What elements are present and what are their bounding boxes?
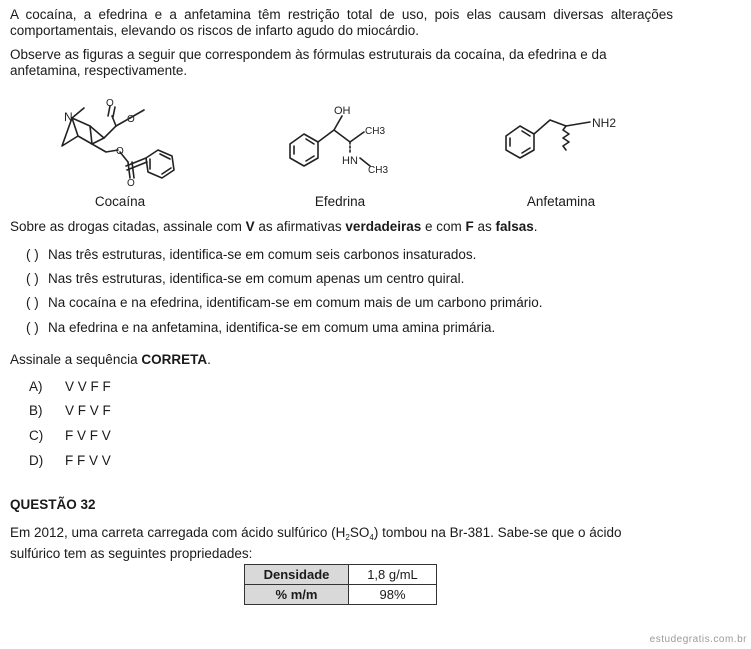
property-value: 98%: [349, 585, 437, 605]
cocaine-structure: [50, 96, 190, 188]
statement-item: ( ) Na efedrina e na anfetamina, identifica-se em comum uma amina primária.: [26, 320, 496, 335]
figures-intro-paragraph: Observe as figuras a seguir que correspondem às fórmulas estruturais da cocaína, da efedrina e da anfetamina, respectivamente.: [10, 47, 607, 78]
answer-blank[interactable]: ( ): [26, 247, 39, 262]
statement-item: ( ) Na cocaína e na efedrina, identificam-se em comum mais de um carbono primário.: [26, 295, 543, 310]
table-row: [245, 565, 437, 585]
ephedrine-structure: [284, 96, 404, 188]
ephedrine-atom-ch3-top: CH3: [365, 126, 386, 137]
cocaine-atom-o-benzoate: O: [116, 146, 124, 157]
statement-item: ( ) Nas três estruturas, identifica-se em comum apenas um centro quiral.: [26, 271, 465, 286]
cocaine-atom-o-carbonyl-2: O: [127, 178, 135, 188]
table-row: [245, 585, 437, 605]
question-32-title: QUESTÃO 32: [10, 497, 96, 512]
properties-table: [244, 564, 437, 605]
ephedrine-atom-oh: OH: [334, 105, 351, 117]
amphetamine-structure: [500, 96, 630, 188]
property-name: Densidade: [245, 565, 349, 585]
option-b[interactable]: B) V F V F: [29, 403, 111, 418]
question-instructions: Sobre as drogas citadas, assinale com V as afirmativas verdadeiras e com F as falsas.: [10, 219, 538, 234]
cocaine-atom-o-ester: O: [127, 114, 135, 125]
option-c[interactable]: C) F V F V: [29, 428, 111, 443]
cocaine-atom-o-carbonyl: O: [106, 98, 114, 109]
amphetamine-label: Anfetamina: [526, 194, 596, 209]
intro-paragraph: A cocaína, a efedrina e a anfetamina têm restrição total de uso, pois elas causam diversas alterações comportamentais, elevando os riscos de infarto agudo do miocárdio.: [10, 7, 673, 38]
ephedrine-atom-ch3-bottom: CH3: [368, 165, 389, 176]
option-a[interactable]: A) V V F F: [29, 379, 111, 394]
cocaine-label: Cocaína: [94, 194, 146, 209]
answer-blank[interactable]: ( ): [26, 295, 39, 310]
question-32-text: Em 2012, uma carreta carregada com ácido sulfúrico $(H_2SO_4)$ tombou na Br-381. Sabe-se que o ácido sulfúrico tem as seguintes propriedades:: [10, 525, 622, 561]
ephedrine-atom-hn: HN: [342, 155, 358, 167]
ephedrine-label: Efedrina: [314, 194, 366, 209]
answer-blank[interactable]: ( ): [26, 271, 39, 286]
property-name: % m/m: [245, 585, 349, 605]
amphetamine-atom-nh2: NH2: [592, 116, 617, 130]
statement-item: ( ) Nas três estruturas, identifica-se em comum seis carbonos insaturados.: [26, 247, 477, 262]
sequence-prompt: Assinale a sequência CORRETA.: [10, 352, 211, 367]
cocaine-atom-n: N: [64, 110, 73, 124]
watermark: estudegratis.com.br: [649, 634, 747, 645]
property-value: 1,8 g/mL: [349, 565, 437, 585]
answer-blank[interactable]: ( ): [26, 320, 39, 335]
option-d[interactable]: D) F F V V: [29, 453, 111, 468]
